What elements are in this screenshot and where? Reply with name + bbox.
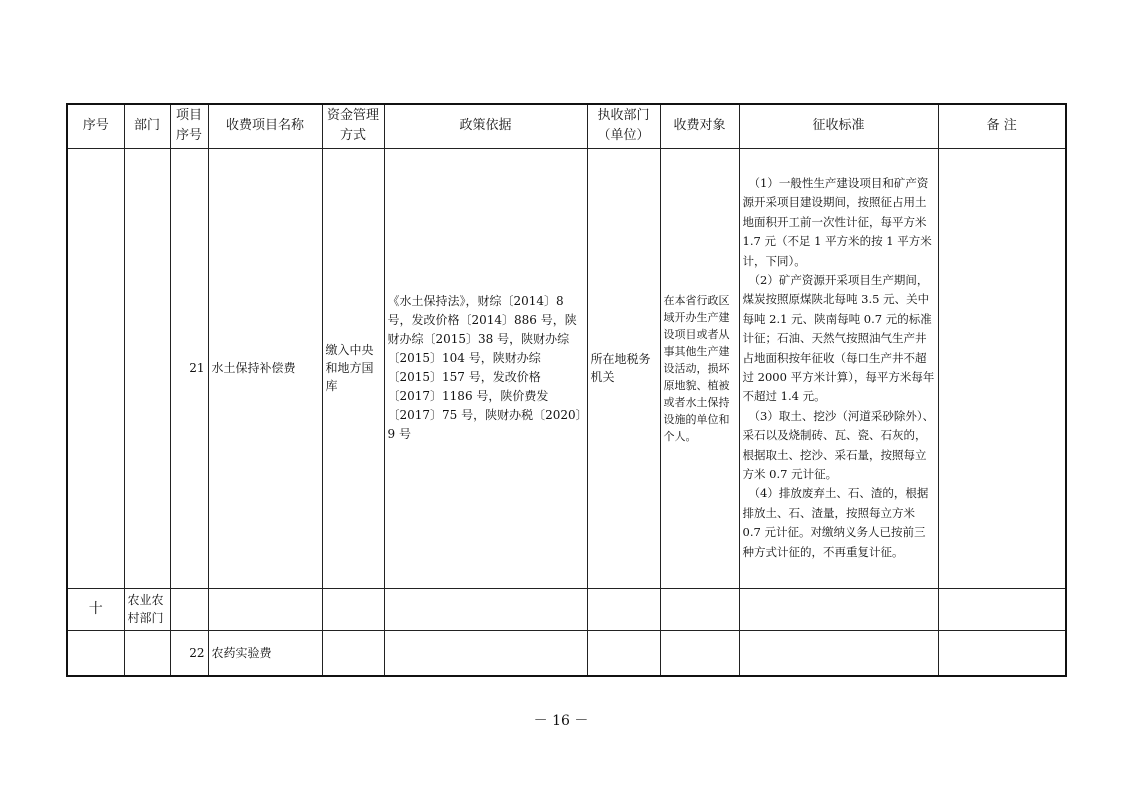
row-collector — [587, 588, 660, 630]
row-dept: 农业农村部门 — [124, 588, 170, 630]
header-remark: 备 注 — [938, 104, 1066, 148]
table-row — [67, 630, 1066, 676]
row-fund-mgmt — [322, 630, 384, 676]
row-item-name: 水土保持补偿费 — [208, 148, 322, 588]
table-row — [67, 588, 1066, 630]
row-dept — [124, 630, 170, 676]
header-item-no: 项目序号 — [170, 104, 208, 148]
standard-item-2: （2）矿产资源开采项目生产期间，煤炭按照原煤陕北每吨 3.5 元、关中每吨 2.1 元、陕南每吨 0.7 元的标准计征；石油、天然气按照油气生产井占地面积按年征收（每口生产井不超过 2000 平方米计算），每平方米每年不超过 1.4 元。 — [742, 272, 935, 404]
row-collector — [587, 630, 660, 676]
header-seq: 序号 — [67, 104, 124, 148]
row-seq — [67, 630, 124, 676]
header-row — [67, 104, 1066, 148]
row-standard — [739, 148, 938, 588]
row-target — [660, 630, 739, 676]
row-policy-basis: 《水土保持法》，财综〔2014〕8号，发改价格〔2014〕886 号，陕财办综〔2015〕38 号，陕财办综〔2015〕104 号，陕财办综〔2015〕157 号，发改价格〔2017〕1186 号，陕价费发〔2017〕75 号，陕财办税〔2020〕9 号 — [384, 148, 587, 588]
table-row — [67, 148, 1066, 588]
header-dept: 部门 — [124, 104, 170, 148]
fee-table — [66, 103, 1067, 677]
row-item-no: 22 — [170, 630, 208, 676]
header-collector: 执收部门（单位） — [587, 104, 660, 148]
row-remark — [938, 588, 1066, 630]
row-policy-basis — [384, 588, 587, 630]
row-seq — [67, 148, 124, 588]
standard-item-4: （4）排放废弃土、石、渣的，根据排放土、石、渣量，按照每立方米 0.7 元计征。对缴纳义务人已按前三种方式计征的，不再重复计征。 — [742, 486, 929, 559]
standard-item-3: （3）取土、挖沙（河道采砂除外）、采石以及烧制砖、瓦、瓷、石灰的，根据取土、挖沙、采石量，按照每立方米 0.7 元计征。 — [742, 408, 935, 482]
standard-item-1: （1）一般性生产建设项目和矿产资源开采项目建设期间，按照征占用土地面积开工前一次性计征，每平方米 1.7 元（不足 1 平方米的按 1 平方米计，下同）。 — [742, 175, 932, 268]
row-standard — [739, 630, 938, 676]
header-policy-basis: 政策依据 — [384, 104, 587, 148]
header-item-name: 收费项目名称 — [208, 104, 322, 148]
row-remark — [938, 630, 1066, 676]
row-item-no — [170, 588, 208, 630]
row-dept — [124, 148, 170, 588]
row-collector: 所在地税务机关 — [587, 148, 660, 588]
row-remark — [938, 148, 1066, 588]
row-target — [660, 588, 739, 630]
row-item-name: 农药实验费 — [208, 630, 322, 676]
row-fund-mgmt: 缴入中央和地方国库 — [322, 148, 384, 588]
row-fund-mgmt — [322, 588, 384, 630]
page-number: － 16 － — [533, 713, 589, 729]
row-item-no: 21 — [170, 148, 208, 588]
row-target: 在本省行政区域开办生产建设项目或者从事其他生产建设活动，损坏原地貌、植被或者水土保持设施的单位和个人。 — [660, 148, 739, 588]
row-seq: 十 — [67, 588, 124, 630]
header-fund-mgmt: 资金管理方式 — [322, 104, 384, 148]
row-item-name — [208, 588, 322, 630]
row-standard — [739, 588, 938, 630]
header-standard: 征收标准 — [739, 104, 938, 148]
row-policy-basis — [384, 630, 587, 676]
header-target: 收费对象 — [660, 104, 739, 148]
